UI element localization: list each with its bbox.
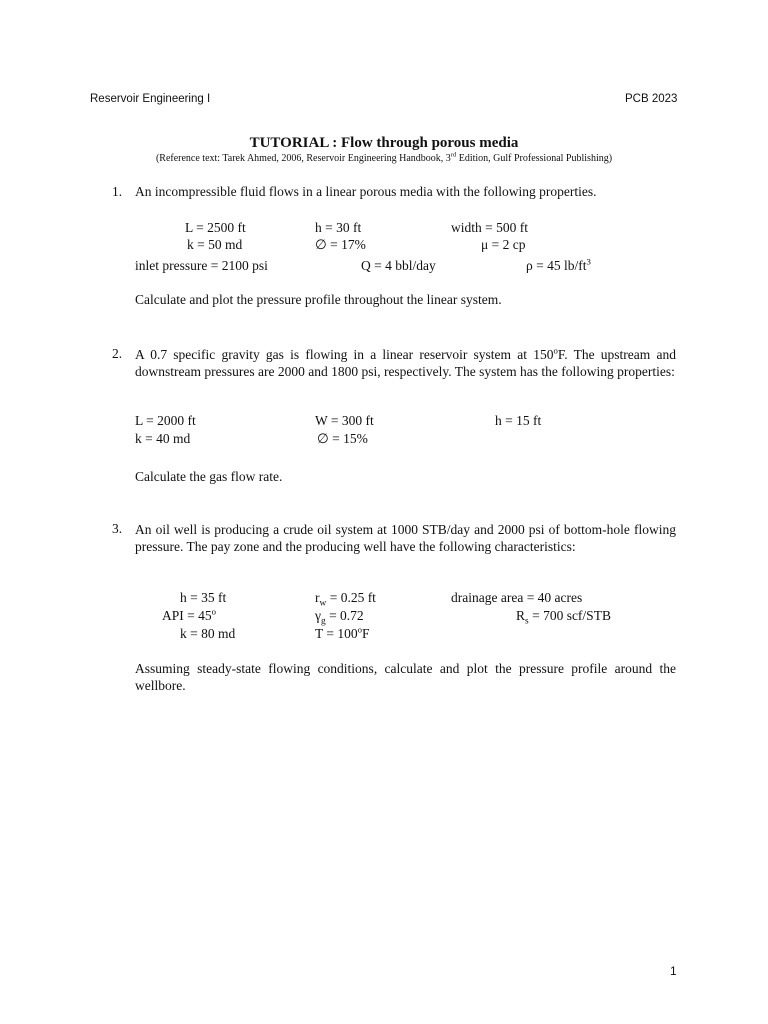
page-title: TUTORIAL : Flow through porous media xyxy=(249,135,519,151)
problem-2-statement: A 0.7 specific gravity gas is flowing in a linear reservoir system at 150$^o$F. The upstream and downstream pressures are 2000 and 1800 psi, respectively. The system has the following properties: xyxy=(135,345,676,379)
p2-permeability: k = 40 md xyxy=(135,431,191,446)
p3-solution-gor: $R_s = 700$ scf/STB xyxy=(516,608,611,627)
problem-1-task: Calculate and plot the pressure profile throughout the linear system. xyxy=(135,292,502,307)
p3-api-gravity: API = $45^o$ xyxy=(162,606,217,623)
p2-width: W = 300 ft xyxy=(315,413,374,428)
p2-porosity: ∅ = 15% xyxy=(317,431,368,446)
p1-density: ρ = 45 $lb/ft^3$ xyxy=(526,256,591,273)
p1-thickness: h = 30 ft xyxy=(315,220,362,235)
p1-porosity: ∅ = 17% xyxy=(315,237,366,252)
p1-width: width = 500 ft xyxy=(451,220,528,235)
header-course: Reservoir Engineering I xyxy=(90,93,211,105)
page-number: 1 xyxy=(670,964,677,978)
p1-inlet-pressure: inlet pressure = 2100 psi xyxy=(135,258,268,273)
problem-2-number: 2. xyxy=(112,346,123,361)
problem-2-task: Calculate the gas flow rate. xyxy=(135,469,283,484)
p3-permeability: k = 80 md xyxy=(180,626,236,641)
header-code: PCB 2023 xyxy=(625,93,678,105)
reference-text: (Reference text: Tarek Ahmed, 2006, Reservoir Engineering Handbook, 3rd Edition, Gulf Professional Publishing) xyxy=(155,151,613,164)
p3-drainage-area: drainage area = 40 acres xyxy=(451,590,583,605)
problem-1-number: 1. xyxy=(112,184,123,199)
p1-permeability: k = 50 md xyxy=(187,237,243,252)
problem-3-number: 3. xyxy=(112,521,123,536)
p3-wellbore-radius: $r_w = 0.25$ ft xyxy=(315,590,376,609)
problem-3-task: Assuming steady-state flowing conditions, calculate and plot the pressure profile around the wellbore. xyxy=(135,661,676,693)
p1-viscosity: μ = 2 cp xyxy=(481,237,526,252)
p1-flow-rate: Q = 4 bbl/day xyxy=(361,258,436,273)
p2-thickness: h = 15 ft xyxy=(495,413,542,428)
p3-gas-gravity: $\gamma_g = 0.72$ xyxy=(315,608,364,627)
p3-thickness: h = 35 ft xyxy=(180,590,227,605)
p1-length: L = 2500 ft xyxy=(185,220,246,235)
problem-3-statement: An oil well is producing a crude oil system at 1000 STB/day and 2000 psi of bottom-hole flowing pressure. The pay zone and the producing well have the following characteristics: xyxy=(135,522,676,554)
problem-1-statement: An incompressible fluid flows in a linear porous media with the following properties. xyxy=(135,184,597,199)
p3-temperature: $T = 100^oF$ xyxy=(315,624,370,641)
p2-length: L = 2000 ft xyxy=(135,413,196,428)
